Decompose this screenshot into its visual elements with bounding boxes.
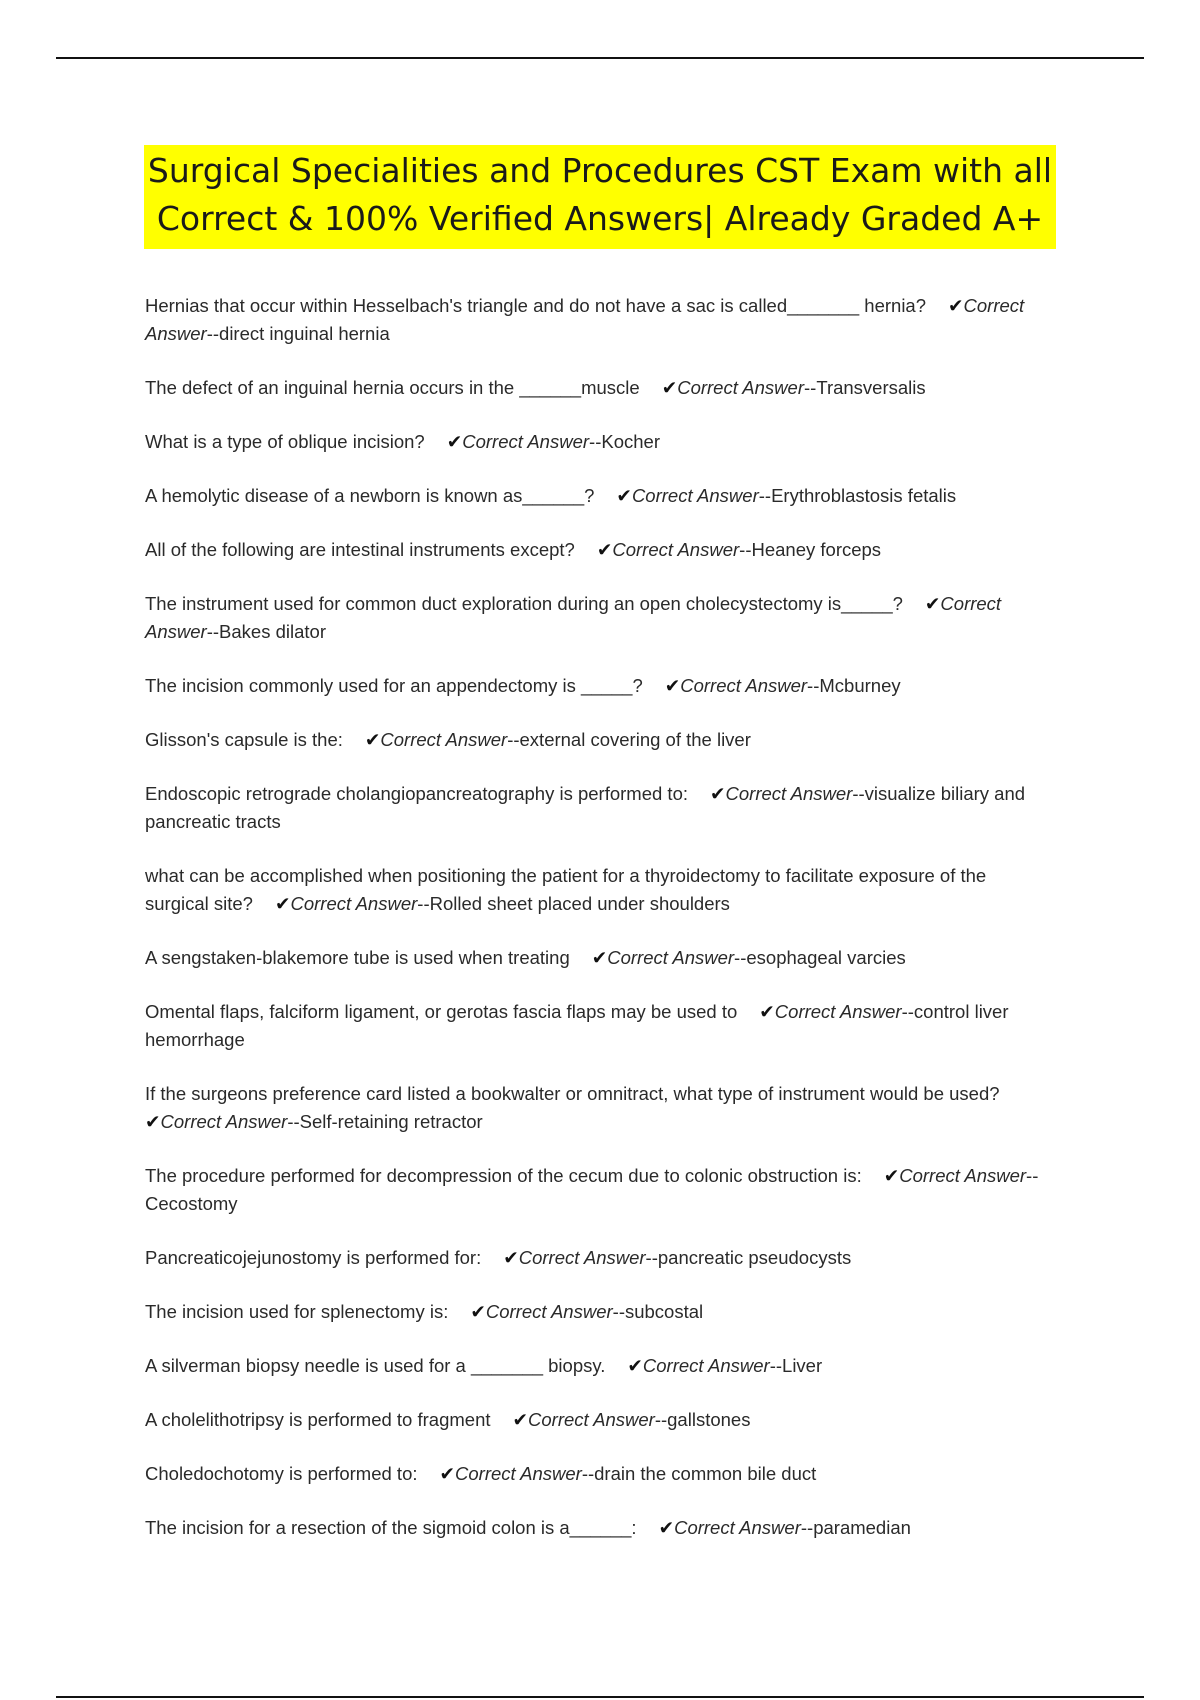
checkmark-icon: ✔	[664, 675, 681, 696]
qa-item	[145, 1298, 1055, 1326]
answer-text: Transversalis	[816, 377, 926, 398]
qa-item	[145, 1162, 1055, 1218]
qa-item	[145, 1406, 1055, 1434]
answer-text: Liver	[782, 1355, 823, 1376]
bottom-rule	[56, 1696, 1144, 1698]
answer-text: Bakes dilator	[219, 621, 326, 642]
qa-item	[145, 536, 1055, 564]
answer-separator: --	[612, 1301, 625, 1322]
answer-label: Correct Answer	[380, 729, 508, 750]
question-text: A sengstaken-blakemore tube is used when treating	[145, 947, 570, 968]
answer-label: Correct Answer	[612, 539, 740, 560]
answer-text: drain the common bile duct	[594, 1463, 817, 1484]
answer-label: Correct Answer	[290, 893, 418, 914]
answer-text: gallstones	[667, 1409, 751, 1430]
question-text: The instrument used for common duct exploration during an open cholecystectomy is_____?	[145, 593, 903, 614]
answer-separator: --	[654, 1409, 668, 1430]
question-text: Omental flaps, falciform ligament, or gerotas fascia flaps may be used to	[145, 1001, 738, 1022]
checkmark-icon: ✔	[627, 1355, 643, 1376]
question-text: Endoscopic retrograde cholangiopancreatography is performed to:	[145, 783, 688, 804]
answer-text: external covering of the liver	[519, 729, 751, 750]
qa-item	[145, 672, 1055, 700]
answer-separator: --	[645, 1247, 658, 1268]
answer-text: Kocher	[601, 431, 660, 452]
answer-text: visualize biliary and pancreatic tracts	[145, 783, 1026, 832]
qa-item	[145, 1514, 1055, 1542]
answer-label: Correct Answer	[528, 1409, 655, 1430]
checkmark-icon: ✔	[759, 1001, 775, 1022]
answer-text: subcostal	[624, 1301, 704, 1322]
answer-text: Cecostomy	[145, 1193, 238, 1214]
answer-text: paramedian	[813, 1517, 911, 1538]
answer-label: Correct Answer	[677, 377, 804, 398]
question-text: Glisson's capsule is the:	[145, 729, 343, 750]
answer-separator: --	[807, 675, 820, 696]
answer-label: Correct Answer	[642, 1355, 770, 1376]
question-text: If the surgeons preference card listed a bookwalter or omnitract, what type of instrument would be used?	[145, 1083, 1000, 1104]
answer-separator: --	[901, 1001, 914, 1022]
title-block	[0, 145, 1200, 249]
qa-item	[145, 780, 1055, 836]
qa-item	[145, 944, 1055, 972]
checkmark-icon: ✔	[658, 1517, 675, 1538]
checkmark-icon: ✔	[710, 783, 726, 804]
qa-item	[145, 726, 1055, 754]
answer-label: Correct Answer	[485, 1301, 613, 1322]
checkmark-icon: ✔	[364, 729, 381, 750]
answer-label: Correct Answer	[462, 431, 590, 452]
answer-separator: --	[206, 323, 220, 344]
answer-text: direct inguinal hernia	[219, 323, 390, 344]
checkmark-icon: ✔	[503, 1247, 519, 1268]
question-text: The incision used for splenectomy is:	[145, 1301, 449, 1322]
answer-separator: --	[206, 621, 220, 642]
question-text: All of the following are intestinal instruments except?	[145, 539, 575, 560]
qa-list	[145, 292, 1055, 1568]
question-text: The incision commonly used for an appendectomy is _____?	[145, 675, 643, 696]
checkmark-icon: ✔	[512, 1409, 529, 1430]
question-text: what can be accomplished when positioning the patient for a thyroidectomy to facilitate exposure of the surgical site?	[145, 865, 987, 914]
checkmark-icon: ✔	[948, 295, 964, 316]
checkmark-icon: ✔	[274, 893, 291, 914]
answer-separator: --	[800, 1517, 814, 1538]
question-text: A silverman biopsy needle is used for a _______ biopsy.	[145, 1355, 606, 1376]
answer-separator: --	[589, 431, 602, 452]
title-line: Correct & 100% Verified Answers| Already Graded A+	[156, 199, 1044, 238]
checkmark-icon: ✔	[661, 377, 678, 398]
answer-text: pancreatic pseudocysts	[657, 1247, 852, 1268]
qa-item	[145, 862, 1055, 918]
qa-item	[145, 1080, 1055, 1136]
answer-text: Rolled sheet placed under shoulders	[429, 893, 730, 914]
checkmark-icon: ✔	[616, 485, 632, 506]
answer-label: Correct Answer	[774, 1001, 902, 1022]
answer-text: esophageal varcies	[746, 947, 906, 968]
answer-separator: --	[758, 485, 772, 506]
checkmark-icon: ✔	[883, 1165, 900, 1186]
question-text: Pancreaticojejunostomy is performed for:	[145, 1247, 482, 1268]
answer-text: Self-retaining retractor	[299, 1111, 483, 1132]
answer-label: Correct Answer	[455, 1463, 582, 1484]
qa-item	[145, 1244, 1055, 1272]
answer-label: Correct Answer	[607, 947, 735, 968]
answer-text: control liver hemorrhage	[145, 1001, 1009, 1050]
title-line: Surgical Specialities and Procedures CST Exam with all	[147, 151, 1053, 190]
answer-separator: --	[804, 377, 817, 398]
checkmark-icon: ✔	[446, 431, 463, 452]
answer-separator: --	[287, 1111, 300, 1132]
checkmark-icon: ✔	[596, 539, 613, 560]
answer-separator: --	[417, 893, 430, 914]
top-rule	[56, 57, 1144, 59]
answer-label: Correct Answer	[631, 485, 759, 506]
checkmark-icon: ✔	[591, 947, 608, 968]
question-text: Hernias that occur within Hesselbach's triangle and do not have a sac is called_______ hernia?	[145, 295, 927, 316]
qa-item	[145, 374, 1055, 402]
checkmark-icon: ✔	[145, 1111, 161, 1132]
document-title	[144, 145, 1056, 249]
question-text: Choledochotomy is performed to:	[145, 1463, 418, 1484]
answer-separator: --	[852, 783, 865, 804]
answer-label: Correct Answer	[160, 1111, 288, 1132]
answer-separator: --	[1026, 1165, 1039, 1186]
question-text: The incision for a resection of the sigmoid colon is a______:	[145, 1517, 637, 1538]
qa-item	[145, 1460, 1055, 1488]
question-text: A cholelithotripsy is performed to fragment	[145, 1409, 491, 1430]
qa-item	[145, 428, 1055, 456]
qa-item	[145, 292, 1055, 348]
qa-item	[145, 1352, 1055, 1380]
answer-text: Mcburney	[819, 675, 901, 696]
answer-separator: --	[507, 729, 520, 750]
answer-label: Correct Answer	[674, 1517, 801, 1538]
question-text: A hemolytic disease of a newborn is known as______?	[145, 485, 595, 506]
answer-label: Correct Answer	[725, 783, 853, 804]
qa-item	[145, 590, 1055, 646]
checkmark-icon: ✔	[924, 593, 941, 614]
answer-separator: --	[734, 947, 747, 968]
qa-item	[145, 482, 1055, 510]
answer-label: Correct Answer	[145, 295, 1025, 344]
qa-item	[145, 998, 1055, 1054]
answer-label: Correct Answer	[899, 1165, 1027, 1186]
answer-separator: --	[769, 1355, 783, 1376]
question-text: What is a type of oblique incision?	[145, 431, 425, 452]
answer-text: Erythroblastosis fetalis	[771, 485, 957, 506]
answer-text: Heaney forceps	[751, 539, 882, 560]
checkmark-icon: ✔	[470, 1301, 486, 1322]
answer-label: Correct Answer	[680, 675, 808, 696]
checkmark-icon: ✔	[439, 1463, 456, 1484]
answer-label: Correct Answer	[145, 593, 1002, 642]
answer-label: Correct Answer	[518, 1247, 646, 1268]
answer-separator: --	[739, 539, 752, 560]
answer-separator: --	[581, 1463, 595, 1484]
question-text: The defect of an inguinal hernia occurs in the ______muscle	[145, 377, 640, 398]
question-text: The procedure performed for decompression of the cecum due to colonic obstruction is:	[145, 1165, 862, 1186]
